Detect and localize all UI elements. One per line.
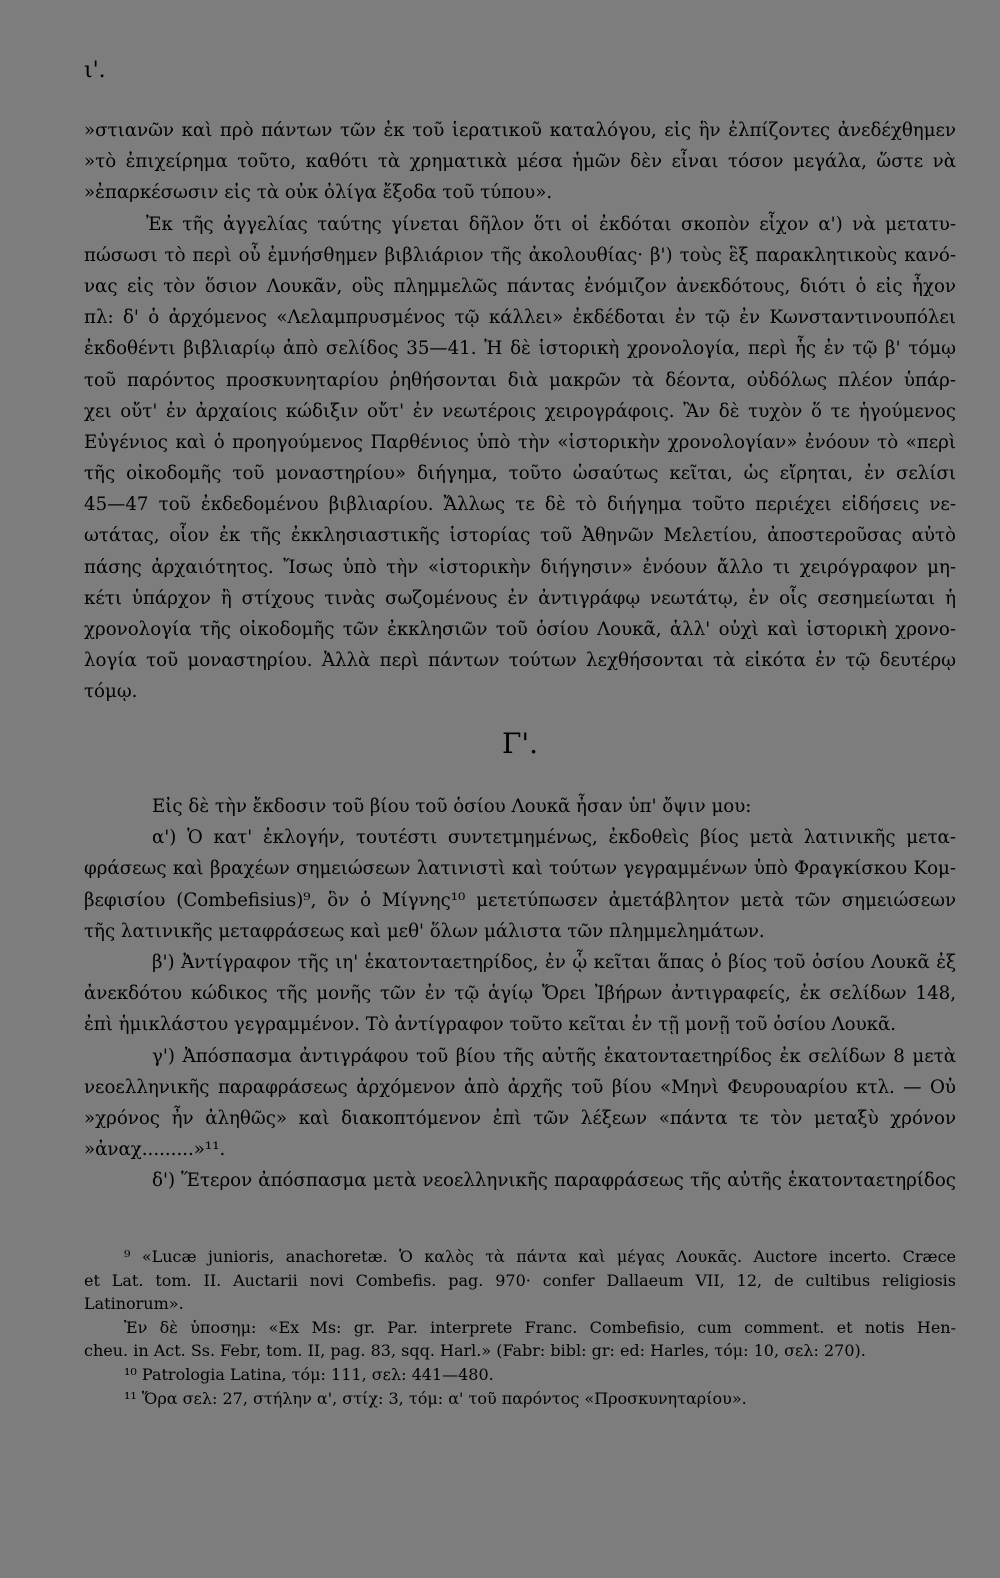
text-line: Εὐγένιος καὶ ὁ προηγούμενος Παρθένιος ὑπὸ τὴν «ἱστορικὴν χρονολογίαν» ἐνόουν τὸ «περὶ — [84, 431, 956, 453]
text-line: »ἀναχ.........»¹¹. — [84, 1139, 226, 1161]
text-line: κέτι ὑπάρχον ἢ στίχους τινὰς σωζομένους ἐν ἀντιγράφῳ νεωτάτῳ, ἐν οἷς σεσημείωται ἡ — [84, 587, 956, 609]
paragraph-announcement — [84, 209, 956, 708]
text-line: »ἐπαρκέσωσιν εἰς τὰ οὐκ ὀλίγα ἔξοδα τοῦ τύπου». — [84, 182, 553, 204]
sources-list — [84, 791, 956, 1196]
text-line: τῆς λατινικῆς μεταφράσεως καὶ μεθ' ὅλων μάλιστα τῶν πλημμελημάτων. — [84, 920, 765, 942]
source-item-c — [84, 1041, 956, 1166]
text-line: »χρόνος ἦν ἀληθῶς» καὶ διακοπτόμενον ἐπὶ τῶν λέξεων «πάντα τε τὸν μεταξὺ χρόνον — [84, 1107, 956, 1129]
text-line: α') Ὁ κατ' ἐκλογήν, τουτέστι συντετμημένως, ἐκδοθεὶς βίος μετὰ λατινικῆς μετα- — [152, 827, 956, 849]
section-heading: Γ'. — [501, 727, 539, 760]
text-line: Ἐκ τῆς ἀγγελίας ταύτης γίνεται δῆλον ὅτι οἱ ἐκδόται σκοπὸν εἶχον α') νὰ μετατυ- — [146, 213, 956, 235]
text-line: τοῦ παρόντος προσκυνηταρίου ῥηθήσονται διὰ μακρῶν τὰ δέοντα, οὐδόλως πλέον ὑπάρ- — [84, 369, 956, 391]
footnote-line: cheu. in Act. Ss. Febr, tom. II, pag. 83, sqq. Harl.» (Fabr: bibl: gr: ed: Harles, τόμ: 10, σελ: 270). — [84, 1341, 866, 1361]
source-item-b — [84, 947, 956, 1041]
page-number: ι'. — [84, 58, 106, 83]
text-line: ἀνεκδότου κώδικος τῆς μονῆς τῶν ἐν τῷ ἁγίῳ Ὄρει Ἰβήρων ἀντιγραφείς, ἐκ σελίδων 148, — [84, 983, 956, 1005]
text-line: νας εἰς τὸν ὅσιον Λουκᾶν, οὓς πλημμελῶς πάντας ἐνόμιζον ἀνεκδότους, διότι ὁ εἰς ἦχον — [84, 275, 956, 297]
text-line: φράσεως καὶ βραχέων σημειώσεων λατινιστὶ καὶ τούτων γεγραμμένων ὑπὸ Φραγκίσκου Κομ- — [84, 858, 956, 880]
main-text — [84, 115, 956, 1192]
text-line: ἐπὶ ἡμικλάστου γεγραμμένον. Τὸ ἀντίγραφον τοῦτο κεῖται ἐν τῇ μονῇ τοῦ ὁσίου Λουκᾶ. — [84, 1014, 897, 1036]
source-item-d — [84, 1165, 956, 1196]
footnote-9 — [84, 1245, 956, 1316]
footnote-line: Ἐν δὲ ὑποσημ: «Ex Ms: gr. Par. interprete Franc. Combefisio, cum comment. et notis Hen- — [124, 1317, 956, 1337]
footnote-11: ¹¹ Ὅρα σελ: 27, στήλην α', στίχ: 3, τόμ: α' τοῦ παρόντος «Προσκυνηταρίου». — [124, 1388, 747, 1408]
footnote-10: ¹⁰ Patrologia Latina, τόμ: 111, σελ: 441—480. — [124, 1364, 494, 1384]
text-line: νεοελληνικῆς παραφράσεως ἀρχόμενον ἀπὸ ἀρχῆς τοῦ βίου «Μηνὶ Φευρουαρίου κτλ. — Οὐ — [84, 1076, 956, 1098]
footnote-line: Latinorum». — [84, 1294, 184, 1314]
intro-line: Εἰς δὲ τὴν ἔκδοσιν τοῦ βίου τοῦ ὁσίου Λουκᾶ ἦσαν ὑπ' ὄψιν μου: — [152, 796, 752, 817]
text-line: ἐκδοθέντι βιβλιαρίῳ ἀπὸ σελίδος 35—41. Ἡ δὲ ἱστορικὴ χρονολογία, περὶ ἧς ἐν τῷ β' τόμῳ — [84, 338, 956, 360]
text-line: ωτάτας, οἷον ἐκ τῆς ἐκκλησιαστικῆς ἱστορίας τοῦ Ἀθηνῶν Μελετίου, ἀποστεροῦσας αὐτὸ — [84, 525, 956, 547]
text-line: 45—47 τοῦ ἐκδεδομένου βιβλιαρίου. Ἄλλως τε δὲ τὸ διήγημα τοῦτο περιέχει εἰδήσεις νε- — [84, 494, 956, 516]
text-line: τόμῳ. — [84, 681, 138, 703]
source-item-a — [84, 822, 956, 947]
text-line: πώσωσι τὸ περὶ οὗ ἐμνήσθημεν βιβλιάριον τῆς ἀκολουθίας· β') τοὺς ἓξ παρακλητικοὺς κανό- — [84, 244, 956, 266]
footnote-9-continued — [84, 1316, 956, 1363]
footnote-line: ⁹ «Lucæ junioris, anachoretæ. Ὁ καλὸς τὰ πάντα καὶ μέγας Λουκᾶς. Auctore incerto. Cræce — [124, 1247, 956, 1266]
paragraph-quote-end — [84, 115, 956, 209]
text-line: βεφισίου (Combefisius)⁹, ὃν ὁ Μίγνης¹⁰ μετετύπωσεν ἀμετάβλητον μετὰ τῶν σημειώσεων — [84, 889, 956, 911]
text-line: γ') Ἀπόσπασμα ἀντιγράφου τοῦ βίου τῆς αὐτῆς ἑκατονταετηρίδος ἐκ σελίδων 8 μετὰ — [152, 1045, 956, 1067]
text-line: δ') Ἕτερον ἀπόσπασμα μετὰ νεοελληνικῆς παραφράσεως τῆς αὐτῆς ἑκατονταετηρίδος — [152, 1170, 956, 1192]
footnotes — [84, 1245, 956, 1410]
text-line: β') Ἀντίγραφον τῆς ιη' ἑκατονταετηρίδος, ἐν ᾧ κεῖται ἅπας ὁ βίος τοῦ ὁσίου Λουκᾶ ἐξ — [152, 951, 956, 973]
footnote-line: et Lat. tom. II. Auctarii novi Combefis. pag. 970· confer Dallaeum VII, 12, de cultibus religiosis — [84, 1270, 956, 1290]
text-line: πλ: δ' ὁ ἀρχόμενος «Λελαμπρυσμένος τῷ κάλλει» ἐκδέδοται ἐν τῷ ἐν Κωνσταντινουπόλει — [84, 307, 956, 329]
text-line: λογία τοῦ μοναστηρίου. Ἀλλὰ περὶ πάντων τούτων λεχθήσονται τὰ εἰκότα ἐν τῷ δευτέρῳ — [84, 650, 956, 672]
text-line: πάσης ἀρχαιότητος. Ἴσως ὑπὸ τὴν «ἱστορικὴν διήγησιν» ἐνόουν ἄλλο τι χειρόγραφον μη- — [84, 556, 956, 578]
text-line: χει οὔτ' ἐν ἀρχαίοις κώδιξιν οὔτ' ἐν νεωτέροις χειρογράφοις. Ἂν δὲ τυχὸν ὅ τε ἡγούμενος — [84, 400, 956, 422]
text-line: »τὸ ἐπιχείρημα τοῦτο, καθότι τὰ χρηματικὰ μέσα ἡμῶν δὲν εἶναι τόσον μεγάλα, ὥστε νὰ — [84, 151, 956, 173]
text-line: χρονολογία τῆς οἰκοδομῆς τῶν ἐκκλησιῶν τοῦ ὁσίου Λουκᾶ, ἀλλ' οὐχὶ καὶ ἱστορικὴ χρονο- — [84, 619, 956, 640]
text-line: τῆς οἰκοδομῆς τοῦ μοναστηρίου» διήγημα, τοῦτο ὡσαύτως κεῖται, ὡς εἴρηται, ἐν σελίσι — [84, 463, 956, 485]
text-line: »στιανῶν καὶ πρὸ πάντων τῶν ἐκ τοῦ ἱερατικοῦ καταλόγου, εἰς ἣν ἐλπίζοντες ἀνεδέχθημεν — [84, 120, 956, 141]
